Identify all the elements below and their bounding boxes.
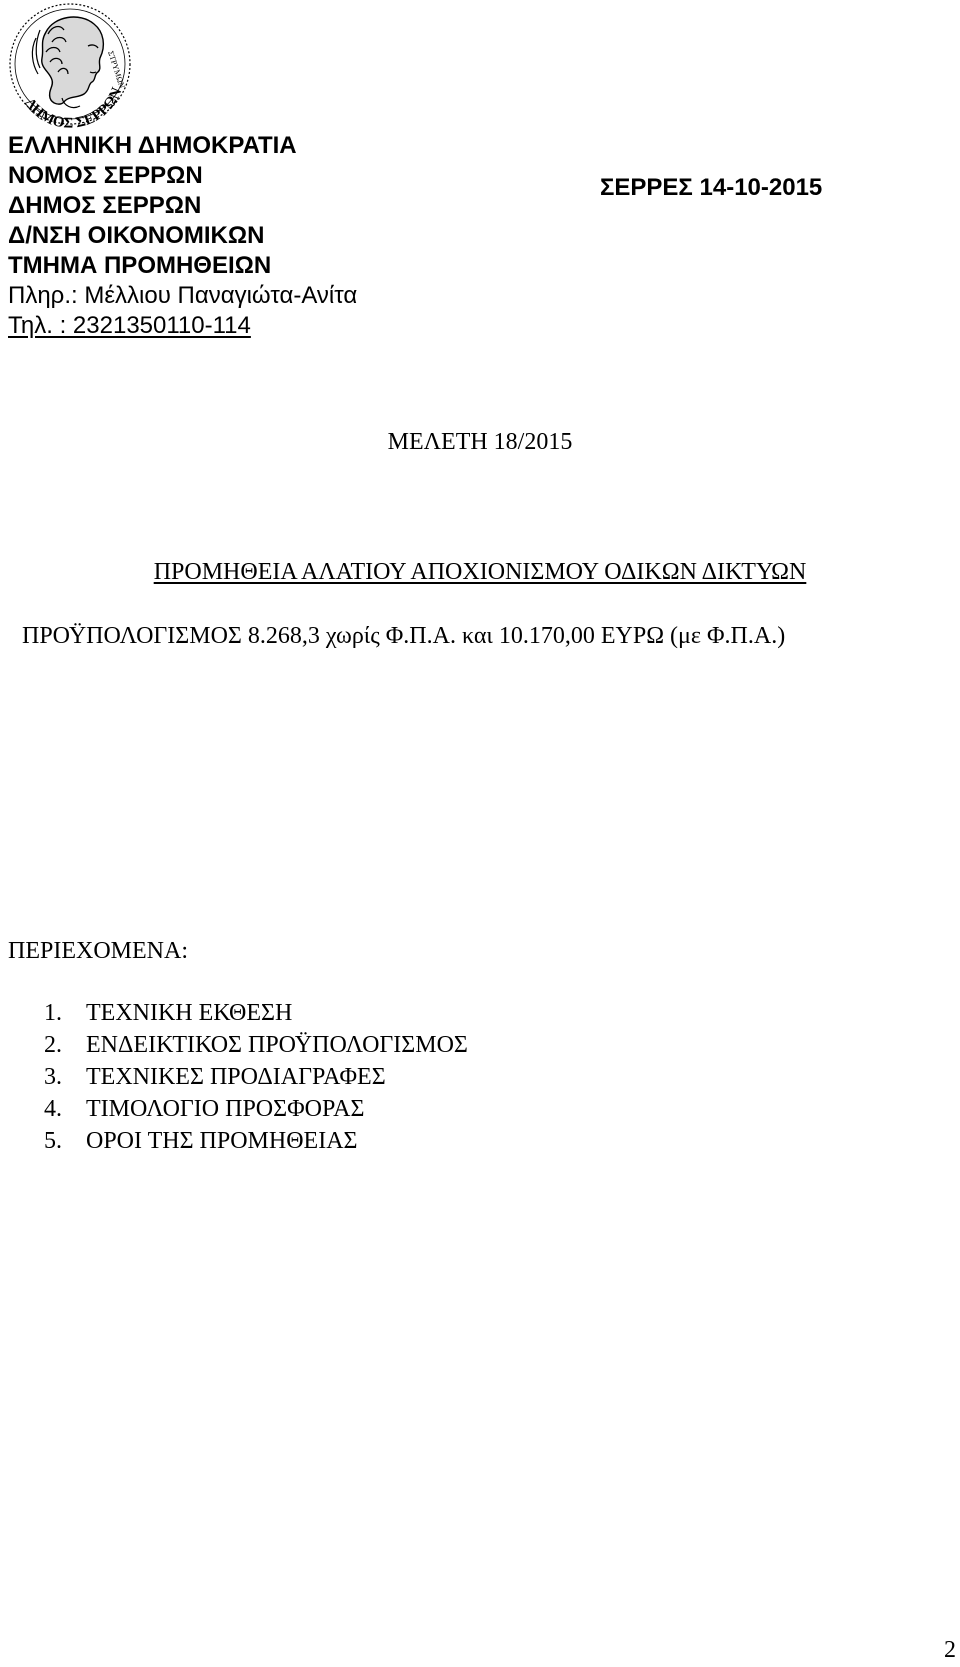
budget-line: ΠΡΟΫΠΟΛΟΓΙΣΜΟΣ 8.268,3 χωρίς Φ.Π.Α. και 10.170,00 ΕΥΡΩ (με Φ.Π.Α.) [22,623,786,649]
list-item [44,1125,468,1157]
header-country: ΕΛΛΗΝΙΚΗ ΔΗΜΟΚΡΑΤΙΑ [8,132,297,159]
header-municipality: ΔΗΜΟΣ ΣΕΡΡΩΝ [8,192,202,219]
list-item-number: 4. [44,1096,62,1122]
list-item [44,1061,468,1093]
page-number: 2 [944,1637,956,1663]
list-item-number: 5. [44,1128,62,1154]
header-contact-person: Πληρ.: Μέλλιου Παναγιώτα-Ανίτα [8,282,358,309]
list-item [44,1029,468,1061]
list-item [44,1093,468,1125]
header-department: ΤΜΗΜΑ ΠΡΟΜΗΘΕΙΩΝ [8,252,272,279]
list-item-label: ΟΡΟΙ ΤΗΣ ΠΡΟΜΗΘΕΙΑΣ [86,1128,358,1154]
header-prefecture: ΝΟΜΟΣ ΣΕΡΡΩΝ [8,162,203,189]
document-date: ΣΕΡΡΕΣ 14-10-2015 [600,174,823,201]
header-phone: Τηλ. : 2321350110-114 [8,312,251,339]
list-item-number: 1. [44,1000,62,1026]
study-number: ΜΕΛΕΤΗ 18/2015 [387,429,573,455]
list-item-number: 3. [44,1064,62,1090]
list-item-label: ΤΙΜΟΛΟΓΙΟ ΠΡΟΣΦΟΡΑΣ [86,1096,365,1122]
list-item-label: ΤΕΧΝΙΚΕΣ ΠΡΟΔΙΑΓΡΑΦΕΣ [86,1064,386,1090]
list-item-number: 2. [44,1032,62,1058]
contents-list [44,997,468,1157]
header-directorate: Δ/ΝΣΗ ΟΙΚΟΝΟΜΙΚΩΝ [8,222,265,249]
svg-text:ΣΤΡΥΜΩΝ: ΣΤΡΥΜΩΝ [106,49,127,90]
svg-text:ΔΗΜΟΣ ΣΕΡΡΩΝ: ΔΗΜΟΣ ΣΕΡΡΩΝ [21,85,126,132]
document-subject: ΠΡΟΜΗΘΕΙΑ ΑΛΑΤΙΟΥ ΑΠΟΧΙΟΝΙΣΜΟΥ ΟΔΙΚΩΝ ΔΙΚΤΥΩΝ [153,559,807,585]
contents-title: ΠΕΡΙΕΧΟΜΕΝΑ: [8,938,188,964]
list-item-label: ΕΝΔΕΙΚΤΙΚΟΣ ΠΡΟΫΠΟΛΟΓΙΣΜΟΣ [86,1032,468,1058]
list-item-label: ΤΕΧΝΙΚΗ ΕΚΘΕΣΗ [86,1000,293,1026]
list-item [44,997,468,1029]
municipality-seal-icon [6,2,134,138]
